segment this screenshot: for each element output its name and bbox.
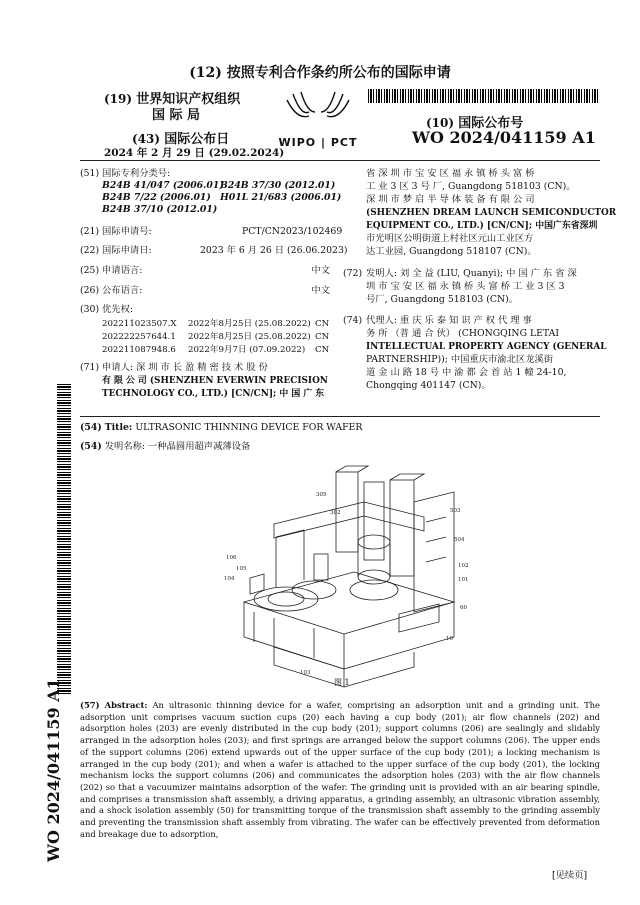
fig-label-305: 305 [316,492,327,498]
figure-caption: 图 1 [334,678,350,687]
ipc-code: (51) [80,168,100,179]
fig-label-302: 302 [330,510,341,516]
title-cn: (54) 发明名称: 一种晶圆用超声减薄设备 [80,441,251,452]
ipc-label: 国际专利分类号: [102,168,171,179]
agent-line-5: 道 金 山 路 18 号 中 渝 都 会 首 站 1 幢 24-10, [366,367,567,378]
fig-chuck-inner [268,592,304,606]
wipo-arc [301,92,315,112]
fig-label-106: 106 [226,555,237,561]
fig-spindle-bottom [358,570,390,584]
fig-label-103: 103 [300,670,311,676]
agent-line-2: 务 所 （普 通 合 伙） (CHONGQING LETAI [366,328,559,339]
org-bureau: 国 际 局 [152,108,201,123]
agent-code: (74) [343,315,363,326]
fig-label-104: 104 [224,576,235,582]
agent-line-3: INTELLECTUAL PROPERTY AGENCY (GENERAL [366,342,607,352]
wipo-arc [293,94,309,113]
wipo-arc [321,92,335,112]
ipc-1: B24B 41/047 (2006.01) [102,180,224,191]
fig-labels [224,492,469,676]
priority-no-1: 202211023507.X [102,319,177,329]
publang-code: (26) [80,285,100,296]
title-divider [80,416,600,417]
ipc-3: B24B 7/22 (2006.01) [102,192,211,203]
fig-label-60: 60 [460,605,467,611]
title-code: (12) [189,65,222,81]
applicant-cont-5: EQUIPMENT CO., LTD.) [CN/CN]; 中国广东省深圳 [366,221,598,231]
title-text: 按照专利合作条约所公布的国际申请 [226,65,451,81]
fig-lower-side [344,652,414,687]
fig-gantry-beam [274,502,364,538]
applicant-line-1: 申请人: 深 圳 市 长 盈 精 密 技 术 股 份 [102,362,268,373]
applicant-cont-3: 深 圳 市 梦 启 半 导 体 装 备 有 限 公 司 [366,194,535,205]
agent-line-6: Chongqing 401147 (CN)。 [366,380,491,391]
fig-gantry-side [364,502,424,531]
filedate-value: 2023 年 6 月 26 日 (26.06.2023) [200,245,348,256]
priority-cc-3: CN [315,345,330,355]
fig-label-102: 102 [458,563,469,569]
filedate-label: 国际申请日: [102,245,152,256]
priority-date-2: 2022年8月25日 (25.08.2022) [188,332,311,342]
filinglang-code: (25) [80,265,100,276]
fig-right-wall-lines [426,517,446,562]
appno-code: (21) [80,226,100,237]
fig-base-lines [254,612,314,658]
fig-left-block [314,554,328,580]
agent-line-1: 代理人: 重 庆 乐 泰 知 识 产 权 代 理 事 [366,315,532,326]
pubdate-value: 2024 年 2 月 29 日 (29.02.2024) [104,147,285,159]
applicant-code: (71) [80,362,100,373]
applicant-line-2: 有 限 公 司 (SHENZHEN EVERWIN PRECISION [102,376,328,386]
fig-left-frame [276,530,304,587]
fig-label-105: 105 [236,566,247,572]
priority-date-3: 2022年9月7日 (07.09.2022) [188,345,306,355]
vertical-pubnum: WO 2024/041159 A1 [44,678,63,862]
publang-label: 公布语言: [102,285,143,296]
priority-no-2: 202222257644.1 [102,332,176,342]
wipo-arc [287,100,309,117]
fig-right-wall [414,492,454,612]
wipo-arc [327,100,349,117]
header-divider [80,160,600,161]
ipc-2: B24B 37/30 (2012.01) [220,180,336,191]
fig-label-503: 503 [450,508,461,514]
fig-base-left [244,602,344,669]
wipo-arc [327,94,343,113]
wipo-pct-text: WIPO | PCT [278,136,358,149]
pubnum-label: (10) 国际公布号 [426,116,524,131]
inventor-line-1: 发明人: 刘 全 益 (LIU, Quanyi); 中 国 广 东 省 深 [366,268,577,279]
appno-label: 国际申请号: [102,226,152,237]
fig-base-top [244,572,454,634]
applicant-cont-6: 市光明区公明街道上村社区元山工业区方 [366,233,534,244]
applicant-cont-7: 达工业园, Guangdong 518107 (CN)。 [366,246,537,257]
applicant-cont-1: 省 深 圳 市 宝 安 区 福 永 镇 桥 头 富 桥 [366,168,535,179]
priority-label: 优先权: [102,304,134,315]
fig-label-101: 101 [458,577,469,583]
fig-tower-tops [336,466,424,480]
filinglang-value: 中文 [311,265,330,276]
applicant-line-3: TECHNOLOGY CO., LTD.) [CN/CN]; 中 国 广 东 [102,389,325,399]
fig-chuck-2 [292,581,336,599]
fig-label-10: 10 [446,636,453,642]
continue-marker: [见续页] [552,870,588,881]
applicant-cont-2: 工 业 3 区 3 号 厂, Guangdong 518103 (CN)。 [366,181,576,192]
pubdate-label: (43) 国际公布日 [132,132,230,147]
fig-label-504: 504 [454,537,465,543]
inventor-line-3: 号厂, Guangdong 518103 (CN)。 [366,294,519,305]
appno-value: PCT/CN2023/102469 [242,226,343,237]
priority-cc-2: CN [315,332,330,342]
priority-no-3: 202211087948.6 [102,345,176,355]
document-title [0,62,640,82]
inventor-line-2: 圳 市 宝 安 区 福 永 镇 桥 头 富 桥 工 业 3 区 3 [366,281,565,292]
fig-grinder [350,580,398,600]
pubnum-value: WO 2024/041159 A1 [412,128,596,147]
side-barcode [57,384,71,694]
priority-date-1: 2022年8月25日 (25.08.2022) [188,319,311,329]
filedate-code: (22) [80,245,100,256]
fig-spindle-top [358,535,390,549]
org-name: (19) 世界知识产权组织 [104,92,241,107]
ipc-5: B24B 37/10 (2012.01) [102,204,218,215]
patent-figure [214,462,476,700]
inventor-code: (72) [343,268,363,279]
priority-cc-1: CN [315,319,330,329]
applicant-cont-4: (SHENZHEN DREAM LAUNCH SEMICONDUCTOR [366,208,617,218]
fig-left-part [250,574,264,594]
fig-base-right [344,602,454,669]
ipc-4: H01L 21/683 (2006.01) [220,192,342,203]
agent-line-4: PARTNERSHIP)); 中国重庆市渝北区龙溪街 [366,354,554,365]
barcode [368,89,600,103]
abstract: (57) Abstract: An ultrasonic thinning device for a wafer, comprising an adsorption unit and a grinding unit. The adsorption unit comprises vacuum suction cups (20) each having a cup body (201); air flow channels (202) and adsorption holes (203) are evenly distributed in the cup body (201); support columns (206) are sealingly and slidably arranged in the adsorption holes (203); and first springs are arranged below the support columns (206). The upper ends of the support columns (206) extend upwards out of the upper surface of the cup body (201); a locking mechanism is arranged in the cup body (201); and when a wafer is attached to the upper surface of the cup body (201), the locking mechanism locks the support columns (206) and communicates the adsorption holes (203) with the air flow channels (202) so that a vacuumizer maintains adsorption of the wafer. The grinding unit is provided with an air bearing spindle, and comprises a transmission shaft assembly, a driving apparatus, a grinding assembly, an ultrasonic vibration assembly, and a shock isolation assembly (50) for transmitting torque of the transmission shaft assembly to the grinding assembly and preventing the transmission shaft assembly from vibrating. The wafer can be effectively prevented from deformation and breakage due to adsorption, [80,700,601,839]
publang-value: 中文 [311,285,330,296]
title-en: (54) Title: ULTRASONIC THINNING DEVICE FOR WAFER [80,422,363,433]
priority-code: (30) [80,304,100,315]
filinglang-label: 申请语言: [102,265,143,276]
